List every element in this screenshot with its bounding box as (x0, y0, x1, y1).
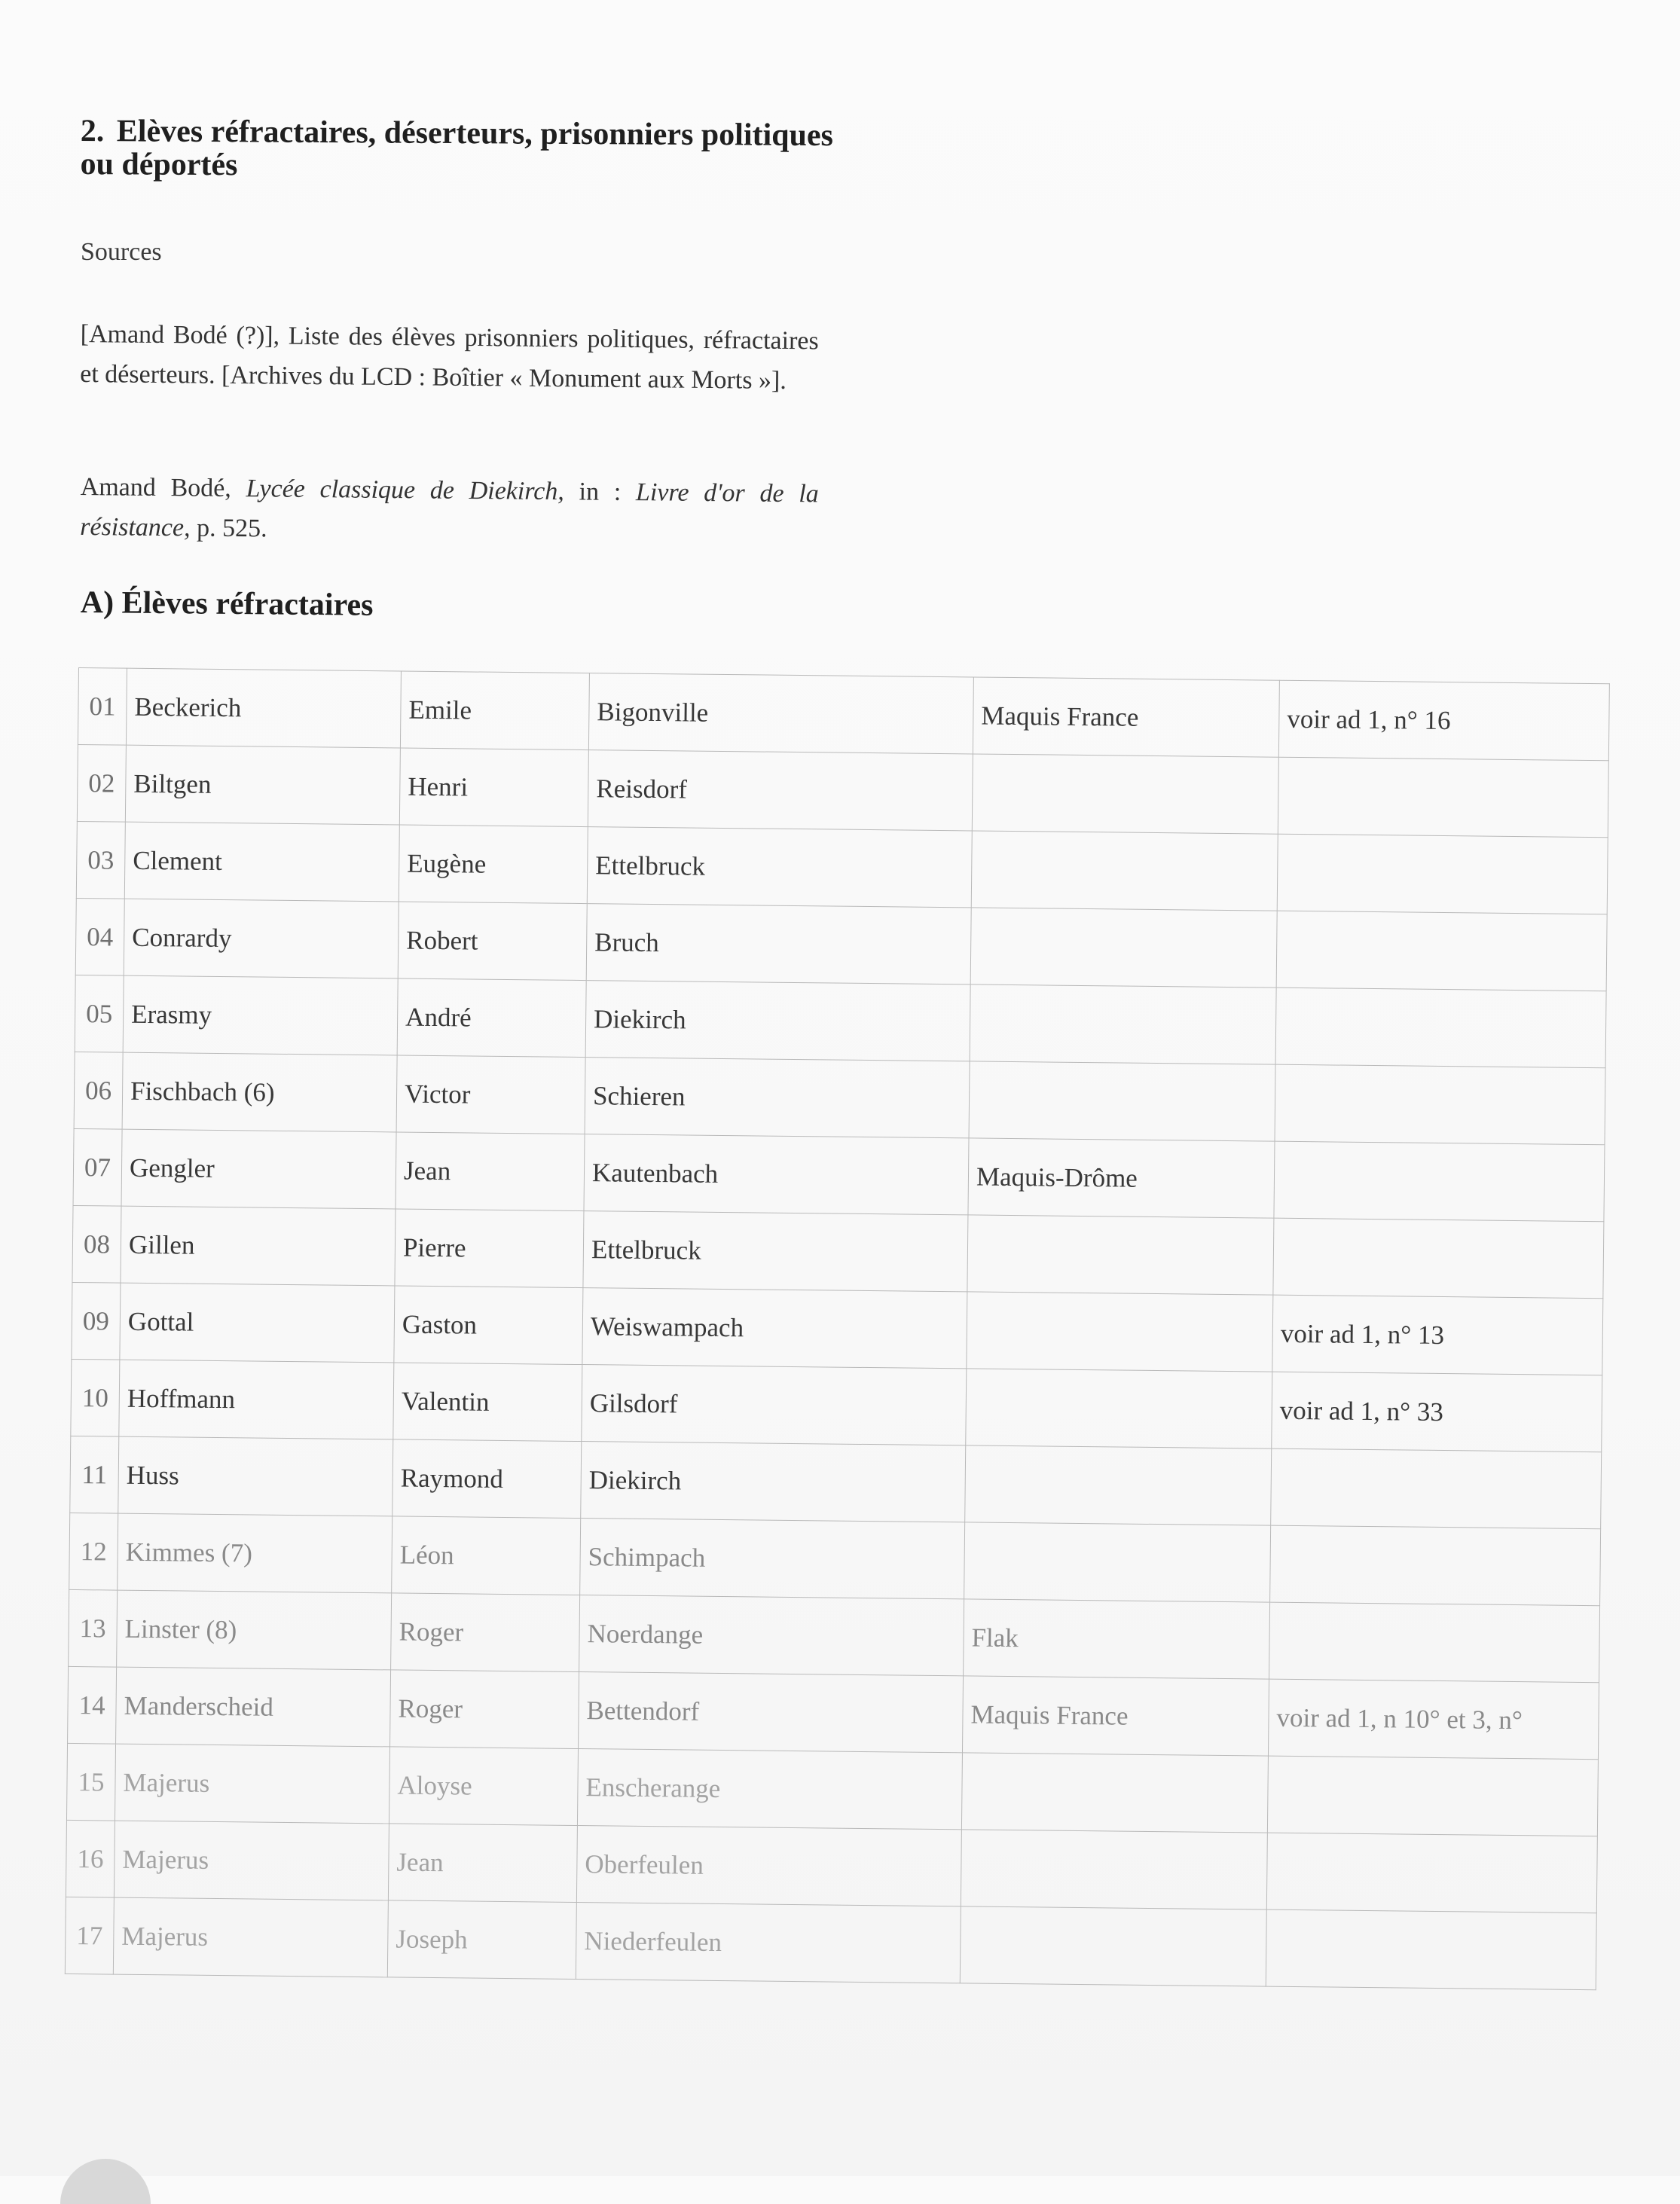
row-number: 11 (70, 1436, 119, 1513)
student-last-name: Hoffmann (119, 1360, 394, 1439)
student-last-name: Linster (8) (117, 1590, 392, 1670)
source-book-title: Livre d'or de la résistance, (80, 478, 819, 542)
source-work-title: Lycée classique de Diekirch, (246, 475, 565, 506)
student-note (960, 1906, 1266, 1986)
row-number: 13 (69, 1589, 118, 1667)
student-reference (1277, 834, 1608, 914)
page-corner-mark (60, 2159, 151, 2204)
student-reference (1275, 988, 1606, 1068)
student-note (967, 1292, 1273, 1372)
source-author: Amand Bodé, (80, 472, 232, 502)
row-number: 10 (71, 1359, 120, 1436)
student-locality: Diekirch (585, 981, 970, 1061)
section-number: 2. (80, 114, 105, 149)
student-first-name: Roger (391, 1593, 580, 1672)
student-note (970, 984, 1276, 1064)
student-last-name: Kimmes (7) (118, 1513, 393, 1593)
student-last-name: Gengler (121, 1129, 396, 1209)
table-row (65, 1897, 1596, 1989)
student-first-name: Joseph (387, 1900, 576, 1980)
student-locality: Gilsdorf (582, 1365, 967, 1445)
student-reference (1278, 757, 1608, 838)
student-first-name: Henri (399, 748, 588, 827)
student-note (970, 908, 1277, 988)
student-locality: Bettendorf (579, 1672, 964, 1753)
student-locality: Schimpach (580, 1519, 965, 1599)
student-locality: Weiswampach (582, 1288, 967, 1369)
student-last-name: Majerus (115, 1744, 389, 1824)
student-locality: Niederfeulen (576, 1903, 961, 1983)
student-last-name: Beckerich (126, 668, 401, 748)
student-reference: voir ad 1, n° 33 (1272, 1372, 1602, 1452)
student-first-name: Aloyse (389, 1747, 578, 1826)
student-note (961, 1830, 1267, 1909)
student-locality: Diekirch (581, 1442, 966, 1522)
student-note (966, 1369, 1272, 1448)
student-last-name: Fischbach (6) (122, 1052, 397, 1132)
student-note (961, 1753, 1268, 1833)
student-locality: Kautenbach (584, 1134, 969, 1215)
student-last-name: Manderscheid (116, 1667, 391, 1747)
student-locality: Noerdange (579, 1595, 964, 1676)
student-last-name: Majerus (113, 1897, 388, 1977)
student-first-name: Pierre (395, 1209, 584, 1288)
student-locality: Bigonville (588, 673, 973, 754)
row-number: 03 (76, 821, 125, 899)
student-note (964, 1522, 1271, 1602)
student-reference (1275, 1064, 1605, 1145)
students-table (65, 667, 1610, 1990)
student-reference (1267, 1756, 1598, 1836)
row-number: 06 (74, 1052, 123, 1129)
student-note (965, 1445, 1272, 1525)
student-first-name: André (397, 978, 586, 1058)
student-note (969, 1061, 1275, 1141)
student-reference (1273, 1218, 1604, 1299)
student-reference (1271, 1448, 1602, 1529)
source-entry-2 (80, 467, 819, 554)
student-reference (1269, 1602, 1600, 1683)
student-last-name: Majerus (114, 1821, 389, 1900)
row-number: 16 (66, 1820, 115, 1897)
row-number: 09 (72, 1282, 121, 1360)
row-number: 08 (72, 1205, 121, 1283)
row-number: 15 (66, 1743, 115, 1821)
student-note: Maquis France (973, 677, 1279, 757)
student-first-name: Robert (398, 902, 587, 981)
student-last-name: Gillen (121, 1206, 396, 1286)
section-title-text: Elèves réfractaires, déserteurs, prisonniers politiques ou déportés (80, 114, 834, 183)
student-last-name: Biltgen (125, 745, 400, 825)
student-reference: voir ad 1, n° 16 (1278, 680, 1609, 761)
row-number: 05 (75, 975, 124, 1052)
sources-label: Sources (81, 238, 162, 266)
student-first-name: Raymond (393, 1439, 582, 1519)
row-number: 17 (65, 1897, 114, 1974)
student-locality: Oberfeulen (576, 1826, 961, 1906)
students-table-body (65, 668, 1609, 1990)
row-number: 07 (73, 1128, 122, 1206)
student-note (972, 754, 1278, 834)
student-locality: Bruch (586, 904, 971, 984)
student-first-name: Valentin (393, 1363, 582, 1442)
section-heading (80, 114, 834, 185)
subsection-heading: A) Élèves réfractaires (80, 585, 374, 623)
source-entry-1: [Amand Bodé (?)], Liste des élèves prisonniers politiques, réfractaires et déserteurs. [Archives du LCD : Boîtier « Monument aux Morts »]. (80, 319, 819, 395)
row-number: 04 (75, 898, 124, 975)
row-number: 01 (78, 668, 127, 746)
student-note: Maquis-Drôme (968, 1138, 1275, 1218)
student-first-name: Victor (396, 1055, 585, 1134)
row-number: 12 (69, 1513, 118, 1590)
student-reference: voir ad 1, n 10° et 3, n° (1268, 1679, 1599, 1760)
students-table-wrapper (65, 667, 1609, 1990)
student-note: Maquis France (962, 1676, 1269, 1756)
row-number: 02 (77, 744, 126, 822)
student-last-name: Clement (124, 822, 399, 902)
student-locality: Ettelbruck (587, 827, 972, 908)
student-note: Flak (964, 1599, 1270, 1679)
student-reference (1266, 1909, 1596, 1990)
student-first-name: Jean (388, 1824, 577, 1903)
student-first-name: Eugène (399, 825, 588, 904)
student-reference: voir ad 1, n° 13 (1272, 1295, 1603, 1375)
student-locality: Schieren (585, 1058, 970, 1138)
student-note (967, 1215, 1274, 1295)
student-reference (1266, 1833, 1597, 1913)
student-reference (1274, 1141, 1605, 1222)
student-locality: Enscherange (577, 1749, 962, 1830)
student-first-name: Gaston (394, 1286, 583, 1365)
row-number: 14 (68, 1666, 117, 1744)
student-reference (1270, 1525, 1601, 1606)
student-last-name: Huss (118, 1436, 393, 1516)
student-first-name: Léon (392, 1516, 581, 1595)
source-in: in : (579, 478, 622, 506)
student-first-name: Roger (390, 1670, 579, 1749)
student-first-name: Emile (400, 671, 589, 750)
student-reference (1276, 911, 1607, 991)
student-last-name: Conrardy (124, 899, 399, 978)
student-locality: Ettelbruck (583, 1211, 968, 1292)
source-page: p. 525. (196, 514, 267, 543)
student-last-name: Gottal (120, 1283, 395, 1363)
student-last-name: Erasmy (123, 975, 398, 1055)
student-first-name: Jean (396, 1132, 585, 1211)
student-locality: Reisdorf (588, 750, 973, 831)
student-note (971, 831, 1278, 911)
